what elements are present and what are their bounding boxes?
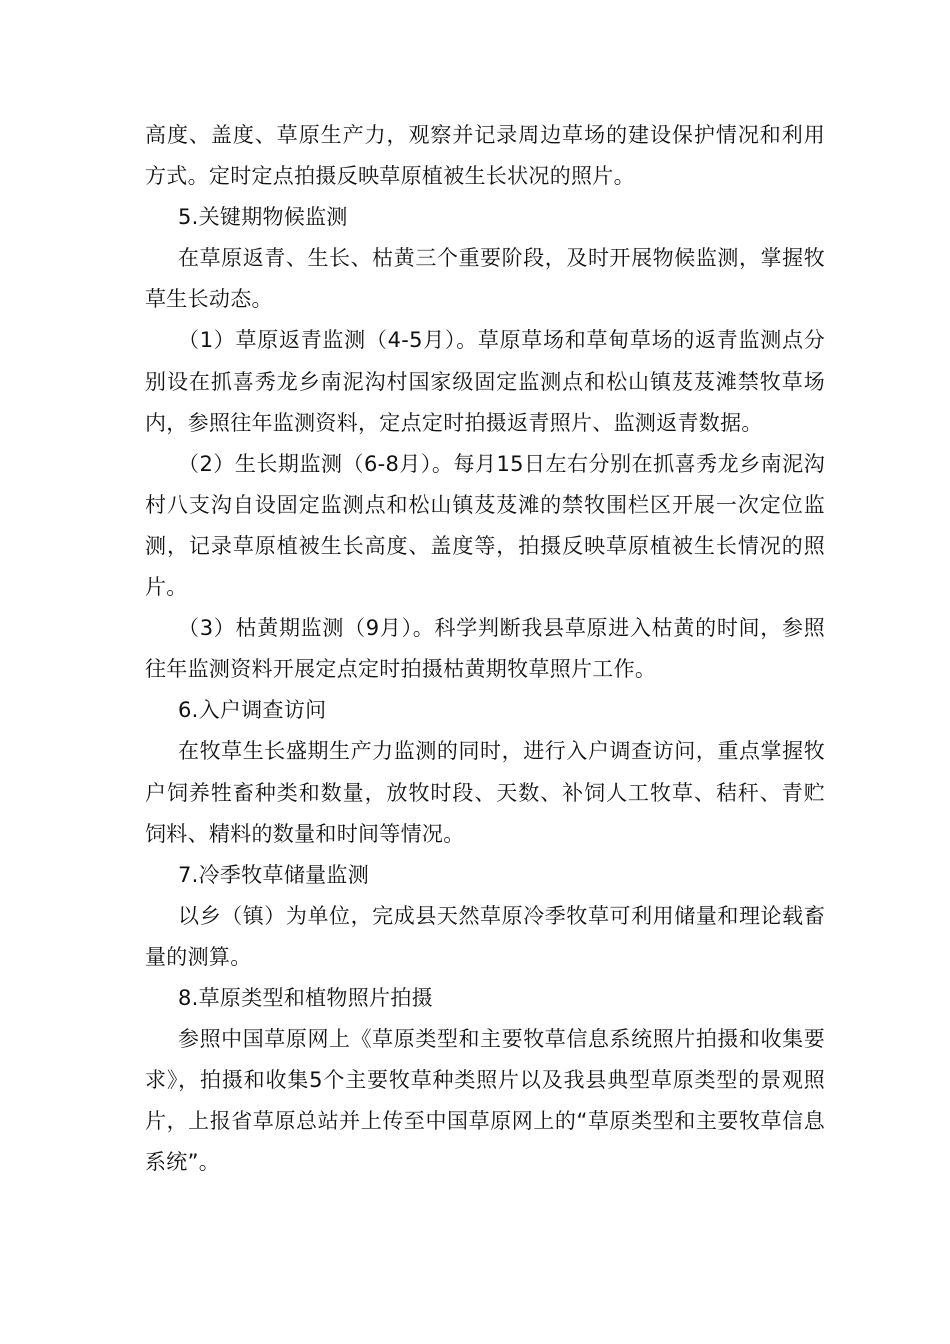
paragraph-2: 在草原返青、生长、枯黄三个重要阶段，及时开展物候监测，掌握牧草生长动态。 bbox=[145, 246, 825, 312]
paragraph-5: （3）枯黄期监测（9月）。科学判断我县草原进入枯黄的时间，参照往年监测资料开展定点定时拍摄枯黄期牧草照片工作。 bbox=[145, 616, 825, 682]
section-heading-7: 7.冷季牧草储量监测 bbox=[178, 862, 370, 887]
paragraph-4: （2）生长期监测（6-8月）。每月15日左右分别在抓喜秀龙乡南泥沟村八支沟自设固定监测点和松山镇芨芨滩的禁牧围栏区开展一次定位监测，记录草原植被生长高度、盖度等，拍摄反映草原植被生长情况的照片。 bbox=[145, 451, 825, 600]
section-heading-6: 6.入户调查访问 bbox=[178, 698, 327, 723]
paragraph-8: 参照中国草原网上《草原类型和主要牧草信息系统照片拍摄和收集要求》，拍摄和收集5个主要牧草种类照片以及我县典型草原类型的景观照片，上报省草原总站并上传至中国草原网上的“草原类型和主要牧草信息系统”。 bbox=[145, 1027, 825, 1175]
document-body bbox=[145, 115, 825, 1183]
section-heading-8: 8.草原类型和植物照片拍摄 bbox=[178, 985, 433, 1010]
paragraph-3: （1）草原返青监测（4-5月）。草原草场和草甸草场的返青监测点分别设在抓喜秀龙乡南泥沟村国家级固定监测点和松山镇芨芨滩禁牧草场内，参照往年监测资料，定点定时拍摄返青照片、监测返青数据。 bbox=[145, 328, 825, 435]
section-heading-5: 5.关键期物候监测 bbox=[178, 205, 348, 230]
paragraph-1: 高度、盖度、草原生产力，观察并记录周边草场的建设保护情况和利用方式。定时定点拍摄反映草原植被生长状况的照片。 bbox=[145, 123, 825, 189]
paragraph-7: 以乡（镇）为单位，完成县天然草原冷季牧草可利用储量和理论载畜量的测算。 bbox=[145, 903, 825, 969]
paragraph-6: 在牧草生长盛期生产力监测的同时，进行入户调查访问，重点掌握牧户饲养牲畜种类和数量，放牧时段、天数、补饲人工牧草、秸秆、青贮饲料、精料的数量和时间等情况。 bbox=[145, 739, 825, 846]
